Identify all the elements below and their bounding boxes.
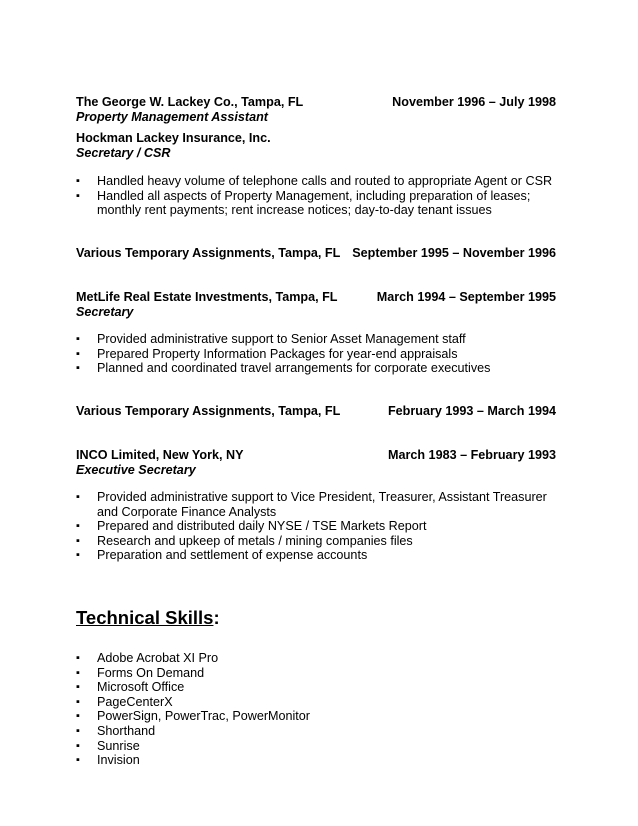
list-item: ▪ Forms On Demand	[76, 666, 556, 681]
job-dates: September 1995 – November 1996	[352, 246, 556, 260]
list-item: ▪ Research and upkeep of metals / mining companies files	[76, 534, 556, 549]
job-temp-1993	[76, 404, 556, 419]
company-name: INCO Limited, New York, NY	[76, 448, 244, 462]
list-item: ▪ Prepared and distributed daily NYSE / TSE Markets Report	[76, 519, 556, 534]
company-name: Various Temporary Assignments, Tampa, FL	[76, 404, 341, 418]
list-item: ▪ Preparation and settlement of expense accounts	[76, 548, 556, 563]
list-item: ▪ Handled heavy volume of telephone calls and routed to appropriate Agent or CSR	[76, 174, 556, 189]
list-item: ▪ Handled all aspects of Property Management, including preparation of leases; monthly rent payments; rent increase notices; day-to-day tenant issues	[76, 189, 556, 218]
list-item: ▪ Shorthand	[76, 724, 556, 739]
list-item: ▪ Invision	[76, 753, 556, 768]
list-item: ▪ Microsoft Office	[76, 680, 556, 695]
section-heading-technical-skills	[76, 607, 556, 629]
job-dates: March 1983 – February 1993	[387, 448, 556, 462]
section-heading-text: Technical Skills	[76, 607, 214, 628]
job-hockman-bullets	[76, 174, 556, 218]
job-dates: March 1994 – September 1995	[376, 290, 556, 304]
job-inco-bullets	[76, 490, 556, 563]
job-metlife-bullets	[76, 332, 556, 376]
list-item: ▪ Planned and coordinated travel arrangements for corporate executives	[76, 361, 556, 376]
list-item: ▪ Provided administrative support to Senior Asset Management staff	[76, 332, 556, 347]
job-dates: February 1993 – March 1994	[387, 404, 556, 418]
company-name: MetLife Real Estate Investments, Tampa, FL	[76, 290, 338, 304]
job-hockman-lackey	[76, 131, 556, 161]
job-metlife	[76, 290, 556, 320]
job-title: Property Management Assistant	[76, 110, 268, 124]
job-lackey-co	[76, 95, 556, 125]
skills-list	[76, 651, 556, 768]
company-name: Hockman Lackey Insurance, Inc.	[76, 131, 271, 145]
job-temp-1995	[76, 246, 556, 261]
list-item: ▪ Adobe Acrobat XI Pro	[76, 651, 556, 666]
job-dates: November 1996 – July 1998	[392, 95, 556, 109]
company-name: The George W. Lackey Co., Tampa, FL	[76, 95, 304, 109]
company-name: Various Temporary Assignments, Tampa, FL	[76, 246, 341, 260]
list-item: ▪ Sunrise	[76, 739, 556, 754]
list-item: ▪ PowerSign, PowerTrac, PowerMonitor	[76, 709, 556, 724]
list-item: ▪ Prepared Property Information Packages for year-end appraisals	[76, 347, 556, 362]
job-title: Secretary / CSR	[76, 146, 171, 160]
job-inco	[76, 448, 556, 478]
job-title: Secretary	[76, 305, 134, 319]
job-title: Executive Secretary	[76, 463, 196, 477]
list-item: ▪ PageCenterX	[76, 695, 556, 710]
section-heading-colon: :	[213, 607, 220, 628]
list-item: ▪ Provided administrative support to Vice President, Treasurer, Assistant Treasurer and Corporate Finance Analysts	[76, 490, 556, 519]
